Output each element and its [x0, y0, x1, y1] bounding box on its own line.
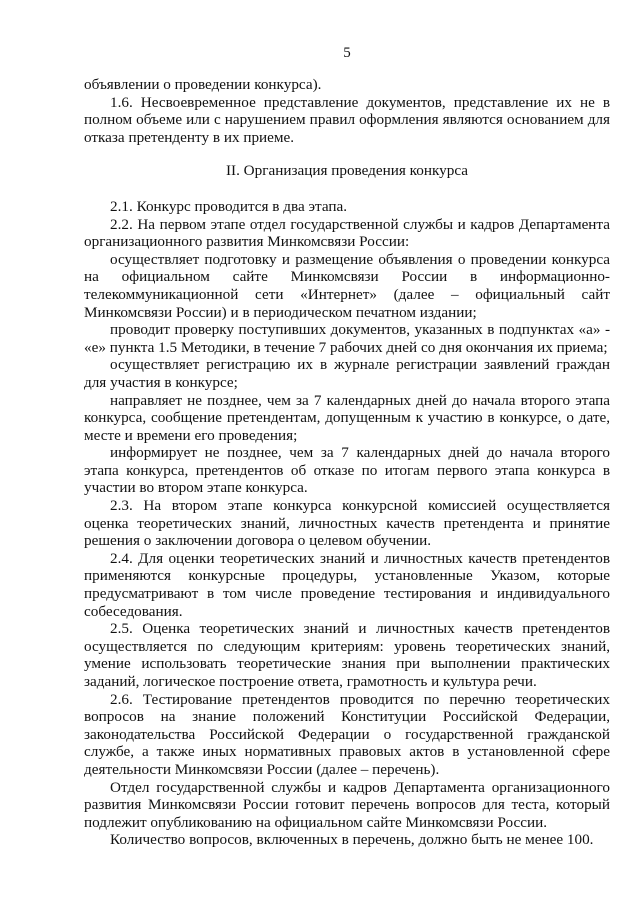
paragraph-2-2-item: информирует не позднее, чем за 7 календарных дней до начала второго этапа конкурса, претендентов об отказе по итогам первого этапа конкурса в участии во втором этапе конкурса.	[84, 444, 610, 497]
paragraph-2-2-item: осуществляет подготовку и размещение объявления о проведении конкурса на официальном сайте Минкомсвязи России в информационно-телекоммуникационной сети «Интернет» (далее – официальный сайт Минкомсвязи России) и в периодическом печатном издании;	[84, 250, 610, 321]
paragraph-continuation: объявлении о проведении конкурса).	[84, 76, 322, 93]
paragraph-1-6: 1.6. Несвоевременное представление документов, представление их не в полном объеме или с нарушением правил оформления являются основанием для отказа претенденту в их приеме.	[84, 93, 610, 146]
paragraph-2-2-item: проводит проверку поступивших документов, указанных в подпунктах «а» - «е» пункта 1.5 Методики, в течение 7 рабочих дней со дня окончания их приема;	[84, 321, 610, 356]
paragraph-2-1: 2.1. Конкурс проводится в два этапа.	[110, 197, 348, 215]
paragraph-2-2-item: направляет не позднее, чем за 7 календарных дней до начала второго этапа конкурса, сообщение претендентам, допущенным к участию в конкурсе, о дате, месте и времени его проведения;	[84, 391, 610, 444]
paragraph-2-6-cont: Количество вопросов, включенных в перечень, должно быть не менее 100.	[110, 831, 594, 849]
paragraph-2-2: 2.2. На первом этапе отдел государственной службы и кадров Департамента организационного развития Минкомсвязи России:	[84, 215, 610, 251]
section-heading: II. Организация проведения конкурса	[225, 162, 469, 180]
paragraph-2-6-cont: Отдел государственной службы и кадров Департамента организационного развития Минкомсвязи России готовит перечень вопросов для теста, который подлежит опубликованию на официальном сайте Минкомсвязи России.	[84, 778, 610, 831]
page-number: 5	[343, 45, 351, 61]
paragraph-2-2-item: осуществляет регистрацию их в журнале регистрации заявлений граждан для участия в конкурсе;	[84, 356, 610, 391]
paragraph-2-5: 2.5. Оценка теоретических знаний и личностных качеств претендентов осуществляется по следующим критериям: уровень теоретических знаний, умение использовать теоретические знания при выполнении практических заданий, логическое построение ответа, грамотность и культура речи.	[84, 620, 610, 690]
paragraph-2-6: 2.6. Тестирование претендентов проводится по перечню теоретических вопросов на знание положений Конституции Российской Федерации, законодательства Российской Федерации о государственной гражданской службе, а также иных нормативных правовых актов в установленной сфере деятельности Минкомсвязи России (далее – перечень).	[84, 690, 610, 778]
paragraph-2-4: 2.4. Для оценки теоретических знаний и личностных качеств претендентов применяются конкурсные процедуры, установленные Указом, которые предусматривают в том числе проведение тестирования и индивидуального собеседования.	[84, 549, 610, 620]
paragraph-2-3: 2.3. На втором этапе конкурса конкурсной комиссией осуществляется оценка теоретических знаний, личностных качеств претендента и принятие решения о заключении договора о целевом обучении.	[84, 497, 610, 550]
